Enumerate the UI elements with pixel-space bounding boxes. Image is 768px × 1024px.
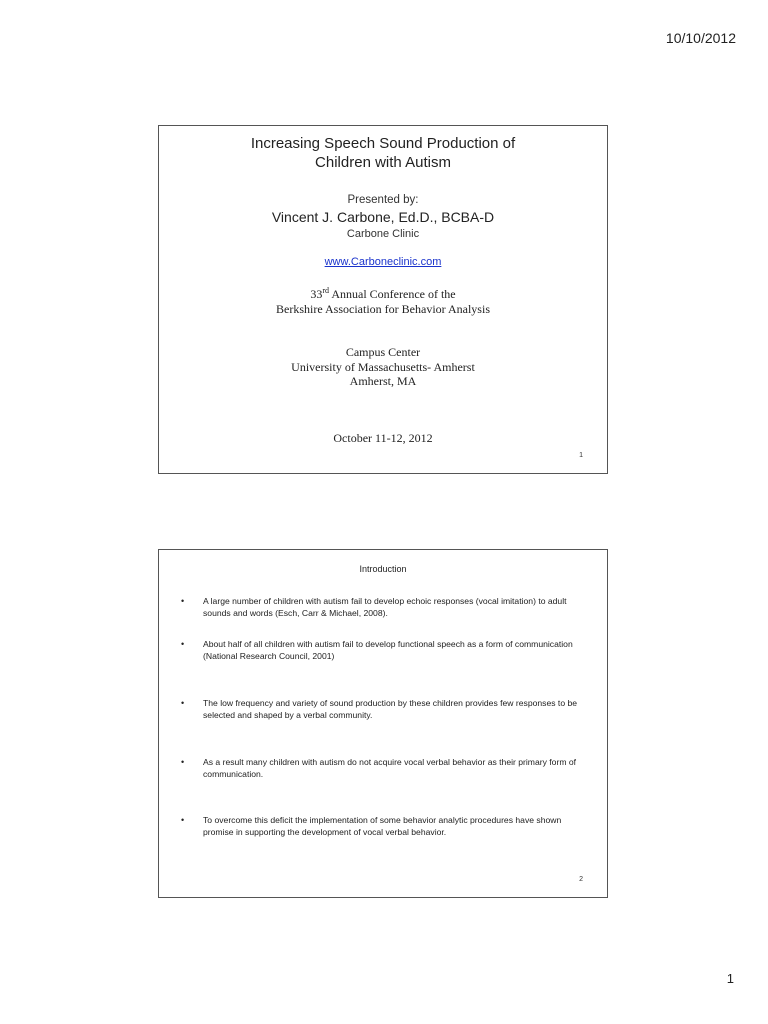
conference-number: 33: [310, 287, 323, 301]
slide-number: 1: [579, 452, 583, 459]
bullet-text: The low frequency and variety of sound production by these children provides few responses to be selected and shaped by a verbal community.: [203, 698, 578, 721]
venue-info: [159, 345, 607, 389]
website-link[interactable]: www.Carboneclinic.com: [324, 256, 442, 268]
conference-line-1-rest: Annual Conference of the: [329, 287, 456, 301]
bullet-dot-icon: •: [181, 757, 185, 767]
bullet-dot-icon: •: [181, 815, 185, 825]
bullet-text: About half of all children with autism fail to develop functional speech as a form of communication (National Research Council, 2001): [203, 639, 573, 662]
venue-line-1: Campus Center: [345, 345, 421, 359]
bullet-item: [181, 814, 591, 838]
bullet-item: [181, 756, 591, 780]
presenter-name: Vincent J. Carbone, Ed.D., BCBA-D: [271, 209, 495, 225]
slide-title: Introduction: [359, 564, 407, 574]
conference-line-2: Berkshire Association for Behavior Analysis: [276, 302, 490, 316]
bullet-dot-icon: •: [181, 698, 185, 708]
venue-line-3: Amherst, MA: [349, 374, 417, 388]
clinic-name: Carbone Clinic: [346, 228, 420, 240]
bullet-item: [181, 697, 591, 721]
slide-1: [158, 125, 608, 474]
venue-line-2: University of Massachusetts- Amherst: [291, 359, 475, 374]
bullet-dot-icon: •: [181, 639, 185, 649]
title-line-1: Increasing Speech Sound Production of: [250, 135, 516, 152]
bullet-item: [181, 638, 591, 662]
presented-by-label: Presented by:: [347, 194, 419, 206]
conference-dates: October 11-12, 2012: [333, 431, 433, 445]
website: [159, 256, 607, 268]
bullet-dot-icon: •: [181, 596, 185, 606]
conference-ordinal: rd: [322, 286, 330, 295]
page-date: 10/10/2012: [665, 30, 736, 46]
title-line-2: Children with Autism: [315, 154, 451, 171]
bullet-item: [181, 595, 591, 619]
slide-2: [158, 549, 608, 898]
conference-info: [159, 283, 607, 317]
bullet-text: To overcome this deficit the implementation of some behavior analytic procedures have shown promise in supporting the development of vocal verbal behavior.: [203, 815, 562, 838]
conference-line-1: [159, 283, 607, 302]
bullet-text: A large number of children with autism fail to develop echoic responses (vocal imitation) to adult sounds and words (Esch, Carr & Michael, 2008).: [203, 596, 567, 619]
slide-title: [159, 134, 607, 172]
bullet-text: As a result many children with autism do not acquire vocal verbal behavior as their primary form of communication.: [203, 757, 577, 780]
bullet-list: [159, 550, 607, 897]
page-number: 1: [726, 971, 734, 986]
slide-number: 2: [579, 876, 583, 883]
